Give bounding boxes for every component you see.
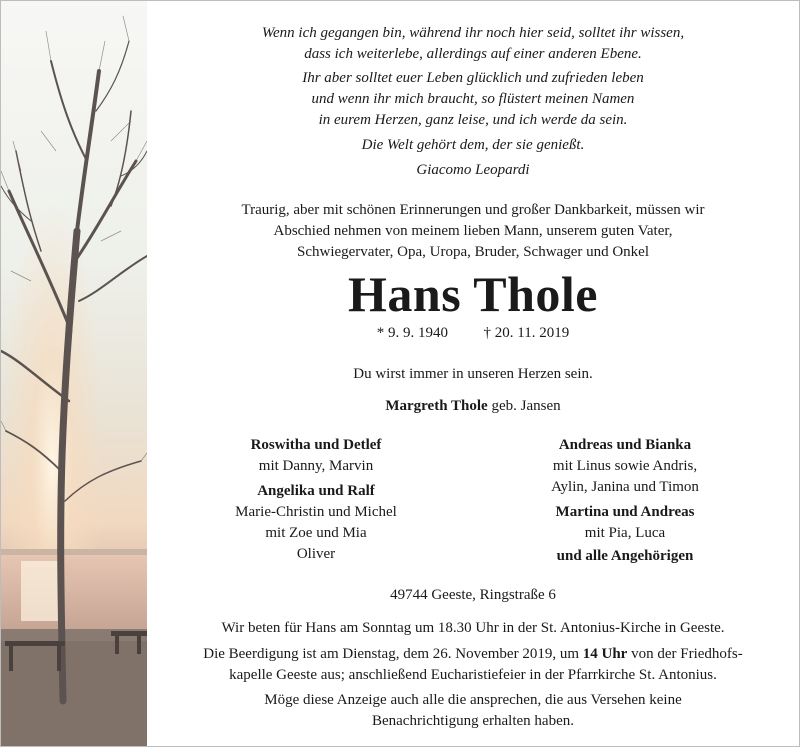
family-line: mit Zoe und Mia	[265, 525, 367, 541]
family-column-right	[475, 435, 775, 567]
funeral-line: kapelle Geeste aus; anschließend Eucharistiefeier in der Pfarrkirche St. Antonius.	[229, 667, 717, 683]
death-date: † 20. 11. 2019	[483, 325, 570, 341]
family-line: Marie-Christin und Michel	[235, 504, 397, 520]
deceased-name: Hans Thole	[348, 266, 598, 322]
closing-note	[147, 690, 799, 732]
poem-stanza-2	[147, 68, 799, 131]
family-column-left	[166, 435, 466, 565]
address: 49744 Geeste, Ringstraße 6	[390, 587, 556, 603]
family-names: Angelika und Ralf	[257, 483, 375, 499]
family-line: Aylin, Janina und Timon	[551, 479, 699, 495]
intro-text	[147, 200, 799, 263]
funeral-text: Die Beerdigung ist am Dienstag, dem 26. November 2019, um	[203, 646, 583, 662]
family-names: Martina und Andreas	[555, 504, 695, 520]
poem-line: Ihr aber solltet euer Leben glücklich und zufrieden leben	[302, 70, 644, 86]
life-dates	[147, 323, 799, 344]
family-names: und alle Angehörigen	[556, 548, 694, 564]
motto: Du wirst immer in unseren Herzen sein.	[353, 366, 593, 382]
poem-stanza-1	[147, 23, 799, 65]
poem-line: in eurem Herzen, ganz leise, und ich werde da sein.	[318, 112, 628, 128]
poem-line: Wenn ich gegangen bin, während ihr noch hier seid, solltet ihr wissen,	[261, 25, 685, 41]
family-line: mit Danny, Marvin	[258, 458, 374, 474]
tree-lake-photo	[1, 1, 147, 746]
family-line: Oliver	[296, 546, 336, 562]
family-names: Roswitha und Detlef	[250, 437, 382, 453]
family-line: mit Pia, Luca	[584, 525, 666, 541]
funeral-info	[147, 644, 799, 686]
sunset-tree-image	[1, 1, 147, 746]
birth-date: * 9. 9. 1940	[376, 325, 449, 341]
funeral-time: 14 Uhr	[582, 646, 628, 662]
poem-line: und wenn ihr mich braucht, so flüstert meinen Namen	[311, 91, 635, 107]
spouse-name: Margreth Thole	[385, 398, 488, 414]
intro-line: Traurig, aber mit schönen Erinnerungen und großer Dankbarkeit, müssen wir	[241, 202, 705, 218]
poem-line: dass ich weiterlebe, allerdings auf einer anderen Ebene.	[304, 46, 642, 62]
spouse	[147, 396, 799, 417]
prayer-info: Wir beten für Hans am Sonntag um 18.30 Uhr in der St. Antonius-Kirche in Geeste.	[221, 620, 725, 636]
family-line: mit Linus sowie Andris,	[552, 458, 698, 474]
poem-author: Giacomo Leopardi	[416, 162, 530, 178]
closing-line: Möge diese Anzeige auch alle die ansprechen, die aus Versehen keine	[264, 692, 682, 708]
intro-line: Schwiegervater, Opa, Uropa, Bruder, Schwager und Onkel	[296, 244, 650, 260]
spouse-maiden-name: geb. Jansen	[487, 398, 561, 414]
poem-stanza-3: Die Welt gehört dem, der sie genießt.	[361, 137, 585, 153]
intro-line: Abschied nehmen von meinem lieben Mann, unserem guten Vater,	[273, 223, 673, 239]
funeral-text: von der Friedhofs-	[627, 646, 743, 662]
closing-line: Benachrichtigung erhalten haben.	[371, 713, 574, 729]
family-names: Andreas und Bianka	[558, 437, 692, 453]
notice-content	[147, 1, 799, 746]
